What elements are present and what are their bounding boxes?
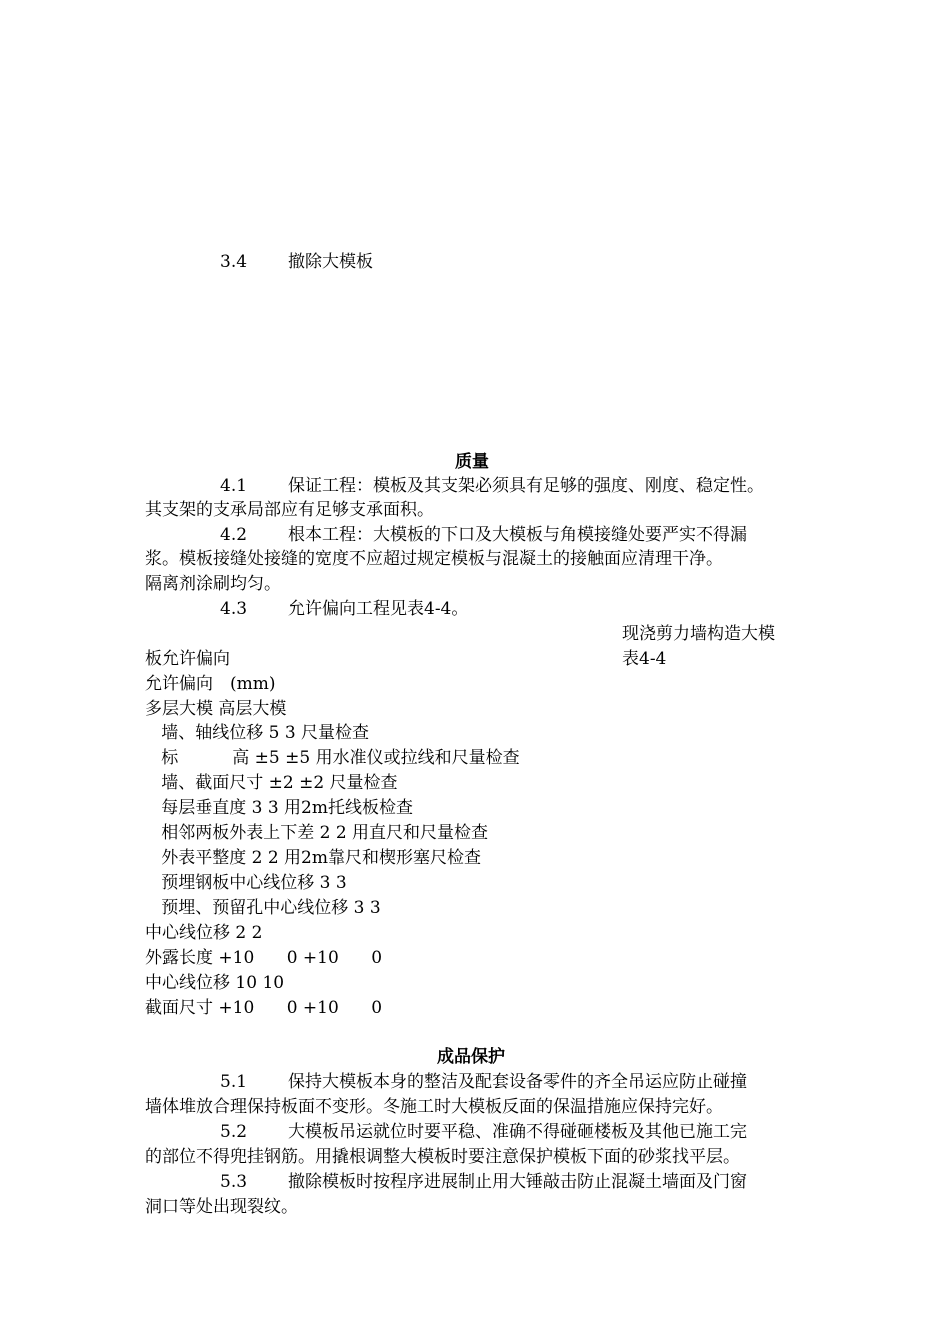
para-number: 5.1: [220, 1072, 248, 1092]
para-text: 大模板吊运就位时要平稳、准确不得碰砸楼板及其他已施工完: [288, 1122, 747, 1142]
table-row: 外露长度 +10 0 +10 0: [145, 948, 383, 968]
para-5-1-line2: 墙体堆放合理保持板面不变形。冬施工时大模板反面的保温措施应保持完好。: [145, 1097, 723, 1117]
table-row: 截面尺寸 +10 0 +10 0: [145, 998, 383, 1018]
table-row: 外表平整度 2 2 用2m靠尺和楔形塞尺检查: [145, 848, 481, 868]
para-text: 允许偏向工程见表4-4。: [288, 599, 469, 619]
section-title: 撤除大模板: [288, 252, 373, 272]
para-5-2-line2: 的部位不得兜挂钢筋。用撬根调整大模板时要注意保护模板下面的砂浆找平层。: [145, 1147, 740, 1167]
quality-heading: 质量: [455, 452, 489, 472]
para-5-3-line2: 洞口等处出现裂纹。: [145, 1197, 298, 1217]
para-4-1-line2: 其支架的支承局部应有足够支承面积。: [145, 500, 434, 520]
para-number: 5.2: [220, 1122, 248, 1142]
table-row: 预埋、预留孔中心线位移 3 3: [145, 898, 381, 918]
table-row: 相邻两板外表上下差 2 2 用直尺和尺量检查: [145, 823, 489, 843]
para-5-2-line1: [220, 1120, 747, 1144]
table-row: 墙、截面尺寸 ±2 ±2 尺量检查: [145, 773, 398, 793]
para-number: 5.3: [220, 1172, 248, 1192]
table-row: 中心线位移 10 10: [145, 973, 285, 993]
table-row: 标 高 ±5 ±5 用水准仪或拉线和尺量检查: [145, 748, 520, 768]
table-row: 多层大模 高层大模: [145, 699, 287, 719]
table-row: 每层垂直度 3 3 用2m托线板检查: [145, 798, 413, 818]
table-caption-right-2: 表4-4: [622, 649, 667, 669]
table-row: 中心线位移 2 2: [145, 923, 263, 943]
protection-heading: 成品保护: [437, 1047, 505, 1067]
para-text: 根本工程：大模板的下口及大模板与角模接缝处要严实不得漏: [288, 525, 747, 545]
table-row: 墙、轴线位移 5 3 尺量检查: [145, 723, 370, 743]
para-number: 4.3: [220, 599, 248, 619]
para-text: 撤除模板时按程序进展制止用大锤敲击防止混凝土墙面及门窗: [288, 1172, 747, 1192]
table-row: 允许偏向 (mm): [145, 674, 276, 694]
table-caption-left: 板允许偏向: [145, 649, 230, 669]
table-row: 预埋钢板中心线位移 3 3: [145, 873, 347, 893]
para-number: 4.1: [220, 476, 248, 496]
para-4-2-line3: 隔离剂涂刷均匀。: [145, 574, 281, 594]
para-4-2-line1: [220, 523, 747, 547]
para-4-1-line1: [220, 474, 764, 498]
para-text: 保证工程：模板及其支架必须具有足够的强度、刚度、稳定性。: [288, 476, 764, 496]
section-number: 3.4: [220, 252, 248, 272]
table-caption-right-1: 现浇剪力墙构造大模: [622, 624, 775, 644]
para-number: 4.2: [220, 525, 248, 545]
para-4-2-line2: 浆。模板接缝处接缝的宽度不应超过规定模板与混凝土的接触面应清理干净。: [145, 549, 723, 569]
para-4-3-line1: [220, 597, 468, 621]
para-5-1-line1: [220, 1070, 747, 1094]
para-5-3-line1: [220, 1170, 747, 1194]
para-text: 保持大模板本身的整洁及配套设备零件的齐全吊运应防止碰撞: [288, 1072, 747, 1092]
section-3-4: [220, 250, 373, 274]
